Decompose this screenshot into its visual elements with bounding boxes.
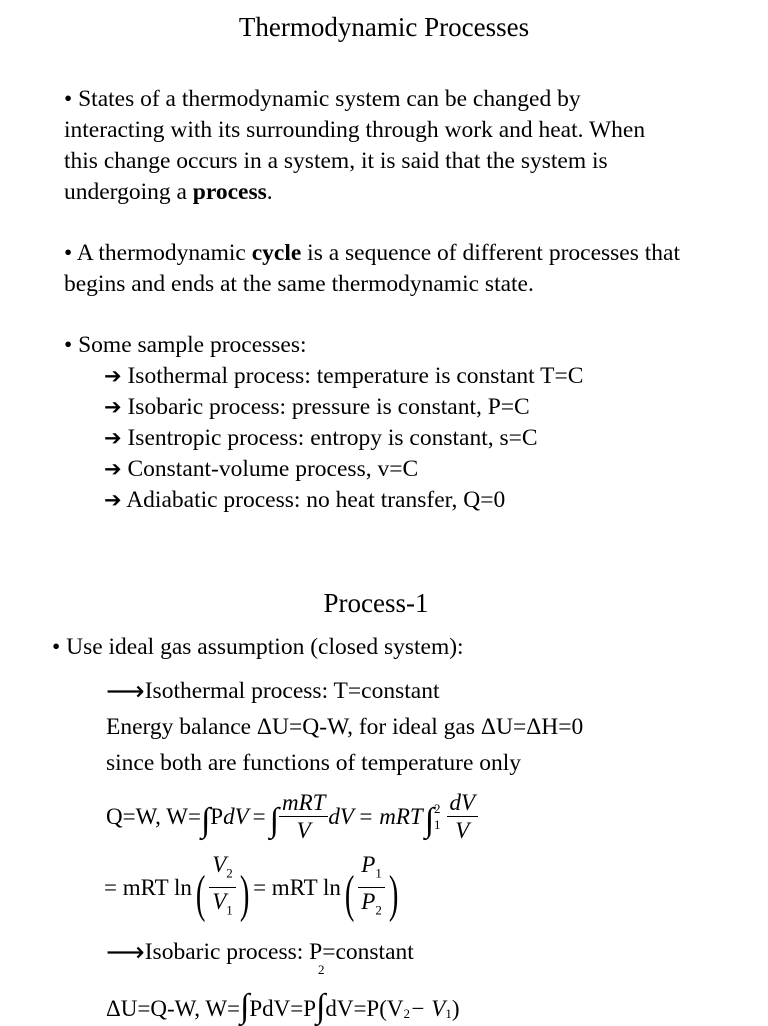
eq-minus-v: − V: [410, 996, 446, 1021]
eq-equals: =: [252, 804, 266, 829]
eq-lhs: Q=W, W=: [106, 804, 201, 829]
list-item-label: Isobaric process: pressure is constant, P=C: [127, 394, 530, 420]
integral-icon: ∫: [200, 802, 211, 839]
list-item-label: Adiabatic process: no heat transfer, Q=0: [126, 487, 506, 513]
subscript: 1: [226, 902, 233, 918]
bullet-process-definition: [64, 84, 754, 208]
eq-mid: = mRT ln: [253, 875, 341, 900]
text-run: is a sequence of different processes that: [301, 240, 680, 266]
list-item: [104, 423, 754, 454]
integral-limits: [434, 801, 441, 833]
text-line: • Some sample processes:: [64, 332, 307, 358]
fraction-denominator: V: [296, 817, 311, 843]
fraction-numerator: [209, 852, 236, 888]
section-title: Process-1: [323, 588, 429, 618]
slide-title: Thermodynamic Processes: [238, 12, 530, 42]
isobaric-heading: [106, 935, 414, 968]
process-list: [64, 361, 754, 516]
var: V: [212, 888, 227, 914]
fraction-dv-over-v: [447, 790, 479, 845]
heading-label: Isobaric process: P=constant: [144, 939, 414, 965]
bullet-cycle-definition: [64, 238, 754, 300]
isothermal-heading: [106, 674, 439, 707]
fraction-numerator: [358, 852, 385, 888]
text-run: undergoing a: [64, 179, 193, 205]
integral-icon: ∫: [316, 988, 326, 1025]
right-arrow-icon: ➔: [104, 457, 122, 481]
fraction-p1-over-p2: [358, 852, 385, 924]
right-paren: ): [388, 865, 399, 923]
eq-part: dV=P(V: [325, 996, 404, 1021]
fraction-numerator: dV: [447, 790, 479, 817]
text-run: .: [266, 179, 273, 205]
ideal-gas-bullet: • Use ideal gas assumption (closed system):: [52, 634, 464, 660]
bold-term-cycle: cycle: [251, 240, 302, 266]
text-line: • States of a thermodynamic system can be changed by: [64, 86, 581, 112]
integral-with-limit: [316, 962, 326, 1025]
text-line: interacting with its surrounding through work and heat. When: [64, 117, 646, 143]
list-item: [104, 454, 754, 485]
right-arrow-icon: ➔: [104, 395, 122, 419]
bullet-sample-processes: [64, 330, 754, 516]
text-line: [64, 177, 754, 208]
fraction-denominator: [358, 888, 385, 925]
log-ratio-equation: [104, 852, 402, 924]
eq-part: PdV=P: [249, 996, 317, 1021]
text-line: [64, 238, 754, 269]
eq-mrt: = mRT: [357, 804, 423, 829]
bold-term-process: process: [192, 179, 267, 205]
list-item: [104, 485, 754, 516]
upper-limit: 2: [318, 962, 325, 977]
subscript: 2: [375, 902, 382, 918]
subscript: 2: [403, 1006, 410, 1021]
list-item: [104, 361, 754, 392]
lower-limit: 1: [434, 817, 441, 832]
eq-differential: dV: [328, 804, 354, 829]
long-right-arrow-icon: ⟶: [106, 676, 145, 707]
text-run: • A thermodynamic: [64, 240, 252, 266]
fraction-v2-over-v1: [209, 852, 236, 924]
text-line: begins and ends at the same thermodynamic state.: [64, 271, 534, 297]
eq-end: ): [451, 996, 460, 1021]
isobaric-work-equation: [106, 962, 460, 1025]
upper-limit: 2: [434, 801, 441, 816]
var: V: [212, 851, 227, 877]
eq-part: ΔU=Q-W, W=: [106, 996, 241, 1021]
energy-balance-line: Energy balance ΔU=Q-W, for ideal gas ΔU=ΔH=0: [106, 714, 584, 740]
list-item-label: Isentropic process: entropy is constant, s=C: [127, 425, 538, 451]
eq-differential: dV: [223, 804, 249, 829]
long-right-arrow-icon: ⟶: [106, 937, 145, 968]
fraction-mrt-over-v: [279, 790, 328, 845]
integral-icon: ∫: [240, 988, 250, 1025]
heading-label: Isothermal process: T=constant: [144, 678, 440, 704]
subscript: 1: [375, 865, 382, 881]
list-item-label: Constant-volume process, v=C: [127, 456, 419, 482]
text-line: this change occurs in a system, it is said that the system is: [64, 148, 608, 174]
right-paren: ): [239, 865, 250, 923]
subscript: 2: [226, 865, 233, 881]
left-paren: (: [344, 865, 355, 923]
fraction-denominator: [209, 888, 236, 925]
integral-icon: ∫: [269, 802, 279, 839]
var: P: [361, 888, 376, 914]
right-arrow-icon: ➔: [104, 488, 122, 512]
fraction-numerator: mRT: [279, 790, 328, 817]
integral-icon: ∫: [424, 802, 435, 839]
energy-balance-note: since both are functions of temperature only: [106, 750, 522, 776]
eq-prefix: = mRT ln: [104, 875, 192, 900]
right-arrow-icon: ➔: [104, 426, 122, 450]
eq-integrand: P: [210, 804, 224, 829]
fraction-denominator: V: [455, 817, 470, 843]
left-paren: (: [195, 865, 206, 923]
var: P: [361, 851, 376, 877]
subscript: 1: [445, 1006, 452, 1021]
work-equation: [106, 784, 478, 850]
list-item: [104, 392, 754, 423]
right-arrow-icon: ➔: [104, 364, 122, 388]
list-item-label: Isothermal process: temperature is constant T=C: [127, 363, 584, 389]
